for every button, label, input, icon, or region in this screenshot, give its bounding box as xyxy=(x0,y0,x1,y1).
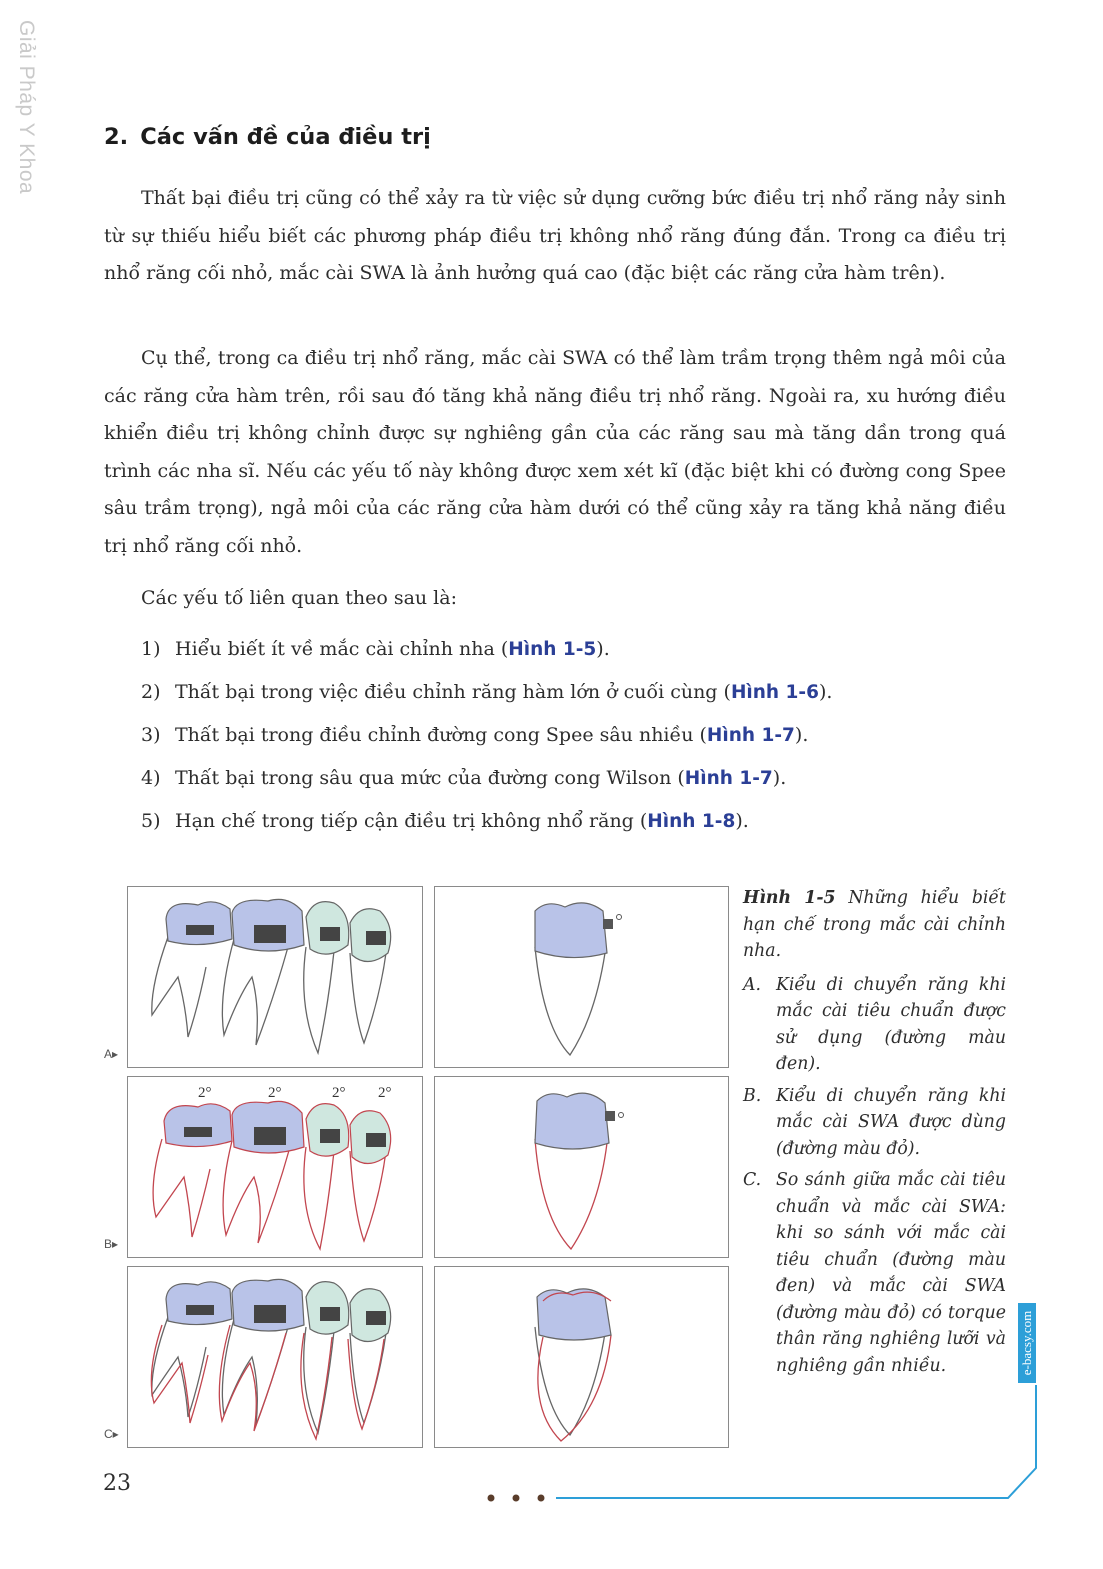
list-marker: 1) xyxy=(141,638,161,660)
list-item xyxy=(141,804,832,847)
incisor-illustration xyxy=(435,1267,728,1447)
side-brand-text: Giải Pháp Y Khoa xyxy=(15,20,38,195)
panel-label-b: B▸ xyxy=(104,1237,119,1251)
paragraph-2-block xyxy=(104,340,1006,565)
list-item xyxy=(141,761,832,804)
molars-illustration xyxy=(128,1077,422,1257)
degree-label: 2° xyxy=(198,1085,212,1101)
list-end: ). xyxy=(596,638,610,660)
molars-illustration xyxy=(128,1267,422,1447)
caption-text: So sánh giữa mắc cài tiêu chuẩn và mắc cài SWA: khi so sánh với mắc cài tiêu chuẩn (đường màu đen) và mắc cài SWA (đường màu đỏ) có torque thân răng nghiêng lưỡi và nghiêng gần nhiều. xyxy=(776,1170,1006,1376)
figure-reference-link[interactable]: Hình 1-6 xyxy=(730,682,819,703)
caption-title-text: Những hiểu biết hạn chế trong mắc cài chỉnh nha. xyxy=(743,888,1007,961)
side-tab-text: e-bacsy.com xyxy=(1019,1310,1034,1376)
paragraph-1-block xyxy=(104,180,1006,293)
list-end: ). xyxy=(794,724,809,746)
list-text: Hiểu biết ít về mắc cài chỉnh nha ( xyxy=(175,638,509,660)
list-end: ). xyxy=(735,810,749,832)
degree-label: 2° xyxy=(332,1085,346,1101)
figure-caption xyxy=(743,885,1006,1384)
paragraph-1: Thất bại điều trị cũng có thể xảy ra từ việc sử dụng cưỡng bức điều trị nhổ răng nảy sinh từ sự thiếu hiểu biết các phương pháp điều trị không nhổ răng đúng đắn. Trong ca điều trị nhổ răng cối nhỏ, mắc cài SWA là ảnh hưởng quá cao (đặc biệt các răng cửa hàm trên). xyxy=(104,187,1006,284)
caption-item-b xyxy=(743,1083,1006,1163)
list-item xyxy=(141,675,832,718)
panel-label-a: A▸ xyxy=(104,1047,119,1061)
molars-illustration xyxy=(128,887,422,1067)
footer-dot xyxy=(488,1495,495,1502)
list-text: Thất bại trong việc điều chỉnh răng hàm lớn ở cuối cùng ( xyxy=(175,681,731,703)
list-item xyxy=(141,718,832,761)
list-marker: 3) xyxy=(141,724,161,746)
incisor-illustration xyxy=(435,1077,728,1257)
list-item xyxy=(141,632,832,675)
figure-panel-b-right xyxy=(434,1076,729,1258)
figure-reference-link[interactable]: Hình 1-7 xyxy=(706,725,795,746)
figure-panel-a-right xyxy=(434,886,729,1068)
footer-dot xyxy=(538,1495,545,1502)
page-number: 23 xyxy=(103,1471,131,1496)
list-end: ). xyxy=(818,681,833,703)
figure-reference-link[interactable]: Hình 1-7 xyxy=(684,768,773,789)
caption-item-c xyxy=(743,1167,1006,1379)
factors-lead: Các yếu tố liên quan theo sau là: xyxy=(141,587,457,609)
list-text: Thất bại trong sâu qua mức của đường cong Wilson ( xyxy=(175,767,685,789)
panel-label-c: C▸ xyxy=(104,1427,119,1441)
figure-panel-a-left xyxy=(104,886,423,1068)
degree-label: 2° xyxy=(378,1085,392,1101)
caption-figure-number: Hình 1-5 xyxy=(743,888,836,908)
caption-letter: C. xyxy=(743,1170,762,1190)
section-title xyxy=(104,124,431,150)
list-text: Hạn chế trong tiếp cận điều trị không nhổ răng ( xyxy=(175,810,648,832)
caption-letter: B. xyxy=(743,1085,762,1106)
figure-panel-c-right xyxy=(434,1266,729,1448)
list-marker: 2) xyxy=(141,681,161,703)
paragraph-2: Cụ thể, trong ca điều trị nhổ răng, mắc cài SWA có thể làm trầm trọng thêm ngả môi của các răng cửa hàm trên, rồi sau đó tăng khả năng điều trị nhổ răng. Ngoài ra, xu hướng điều khiển điều trị không chỉnh được sự nghiêng gần của các răng sau mà tăng dần trong quá trình các nha sĩ. Nếu các yếu tố này không được xem xét kĩ (đặc biệt khi có đường cong Spee sâu trầm trọng), ngả môi của các răng cửa hàm dưới có thể cũng xảy ra tăng khả năng điều trị nhổ răng cối nhỏ. xyxy=(104,347,1006,557)
caption-text: Kiểu di chuyển răng khi mắc cài tiêu chuẩn được sử dụng (đường màu đen). xyxy=(776,974,1006,1074)
footer-dot xyxy=(513,1495,520,1502)
figure-panel-b-left xyxy=(104,1076,423,1258)
list-end: ). xyxy=(772,767,787,789)
caption-letter: A. xyxy=(743,974,761,995)
degree-label: 2° xyxy=(268,1085,282,1101)
figure-panel-c-left xyxy=(104,1266,423,1448)
list-text: Thất bại trong điều chỉnh đường cong Spee sâu nhiều ( xyxy=(175,724,707,746)
caption-item-a xyxy=(743,972,1006,1078)
caption-text: Kiểu di chuyển răng khi mắc cài SWA được dùng (đường màu đỏ). xyxy=(776,1085,1006,1159)
list-marker: 5) xyxy=(141,810,161,832)
figure-reference-link[interactable]: Hình 1-8 xyxy=(647,811,736,832)
incisor-illustration xyxy=(435,887,728,1067)
section-title-text: Các vấn đề của điều trị xyxy=(140,124,431,150)
factors-list xyxy=(141,632,832,847)
caption-title xyxy=(743,885,1006,965)
side-tab xyxy=(1018,1303,1036,1383)
list-marker: 4) xyxy=(141,767,161,789)
figure-reference-link[interactable]: Hình 1-5 xyxy=(508,639,597,660)
section-number: 2. xyxy=(104,124,129,150)
